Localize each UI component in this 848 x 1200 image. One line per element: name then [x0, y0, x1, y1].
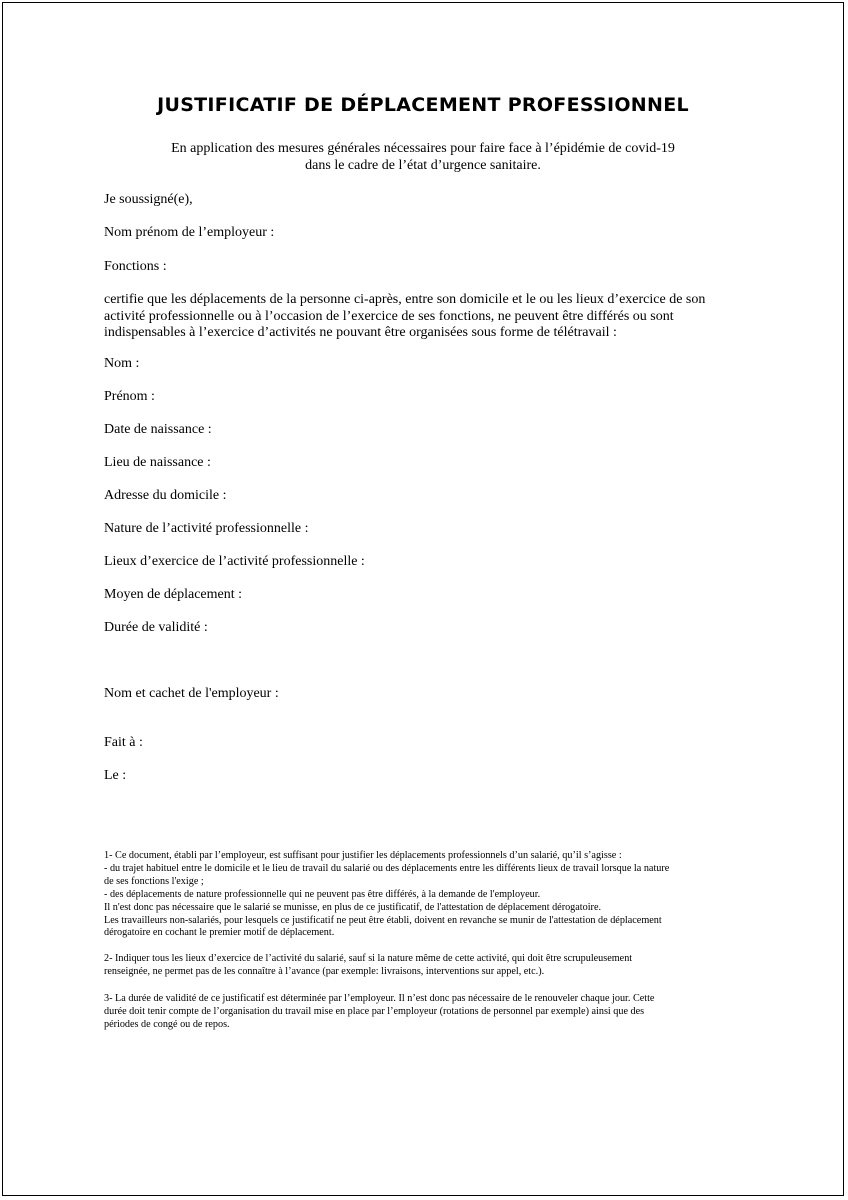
footnote-line: dérogatoire en cochant le premier motif de déplacement. [104, 927, 335, 939]
field-duree-validite: Durée de validité : [104, 620, 208, 635]
place-label: Fait à : [104, 735, 143, 750]
certification-paragraph [104, 292, 744, 342]
footnote-3 [104, 993, 764, 1032]
functions-label: Fonctions : [104, 259, 167, 274]
subtitle-line: En application des mesures générales nécessaires pour faire face à l’épidémie de covid-19 [171, 141, 675, 156]
employer-stamp-label: Nom et cachet de l'employeur : [104, 686, 279, 701]
footnote-line: 3- La durée de validité de ce justificatif est déterminée par l’employeur. Il n’est donc pas nécessaire de le renouveler chaque jour. Cette [104, 993, 655, 1004]
field-lieu-naissance: Lieu de naissance : [104, 455, 211, 470]
field-nature-activite: Nature de l’activité professionnelle : [104, 521, 309, 536]
date-label: Le : [104, 768, 127, 783]
field-lieux-exercice: Lieux d’exercice de l’activité professionnelle : [104, 554, 365, 569]
subtitle-line: dans le cadre de l’état d’urgence sanitaire. [305, 158, 541, 173]
certification-line: certifie que les déplacements de la personne ci-après, entre son domicile et le ou les lieux d’exercice de son [104, 292, 706, 307]
intro-text: Je soussigné(e), [104, 192, 193, 207]
footnote-line: durée doit tenir compte de l’organisation du travail mise en place par l’employeur (rotations de personnel par exemple) ainsi que des [104, 1005, 645, 1017]
field-nom: Nom : [104, 356, 140, 371]
footnote-line: - des déplacements de nature professionnelle qui ne peuvent pas être différés, à la demande de l'employeur. [104, 888, 541, 900]
document-title: JUSTIFICATIF DE DÉPLACEMENT PROFESSIONNEL [157, 94, 689, 116]
footnote-line: Les travailleurs non-salariés, pour lesquels ce justificatif ne peut être établi, doivent en revanche se munir de l'attestation de déplacement [104, 914, 662, 926]
footnote-line: 1- Ce document, établi par l’employeur, est suffisant pour justifier les déplacements professionnels d’un salarié, qu’il s’agisse : [104, 850, 622, 861]
footnote-1 [104, 850, 764, 940]
field-date-naissance: Date de naissance : [104, 422, 212, 437]
document-page [2, 2, 844, 1196]
footnote-line: - du trajet habituel entre le domicile et le lieu de travail du salarié ou des déplacements entre les différents lieux de travail lorsque la nature [104, 862, 670, 874]
footnote-line: de ses fonctions l'exige ; [104, 875, 204, 887]
employer-name-label: Nom prénom de l’employeur : [104, 225, 275, 240]
field-adresse: Adresse du domicile : [104, 488, 227, 503]
footnote-line: 2- Indiquer tous les lieux d’exercice de l’activité du salarié, sauf si la nature même de cette activité, qui doit être scrupuleusement [104, 953, 633, 964]
footnote-line: périodes de congé ou de repos. [104, 1018, 230, 1030]
document-subtitle [3, 140, 843, 174]
footnote-line: renseignée, ne permet pas de les connaître à l’avance (par exemple: livraisons, interventions sur appel, etc.). [104, 965, 545, 977]
field-prenom: Prénom : [104, 389, 155, 404]
field-moyen-deplacement: Moyen de déplacement : [104, 587, 243, 602]
certification-line: indispensables à l’exercice d’activités ne pouvant être organisées sous forme de télétravail : [104, 325, 617, 340]
certification-line: activité professionnelle ou à l’occasion de l’exercice de ses fonctions, ne peuvent être différés ou sont [104, 308, 674, 324]
footnote-line: Il n'est donc pas nécessaire que le salarié se munisse, en plus de ce justificatif, de l'attestation de déplacement dérogatoire. [104, 901, 602, 913]
footnote-2 [104, 953, 764, 979]
